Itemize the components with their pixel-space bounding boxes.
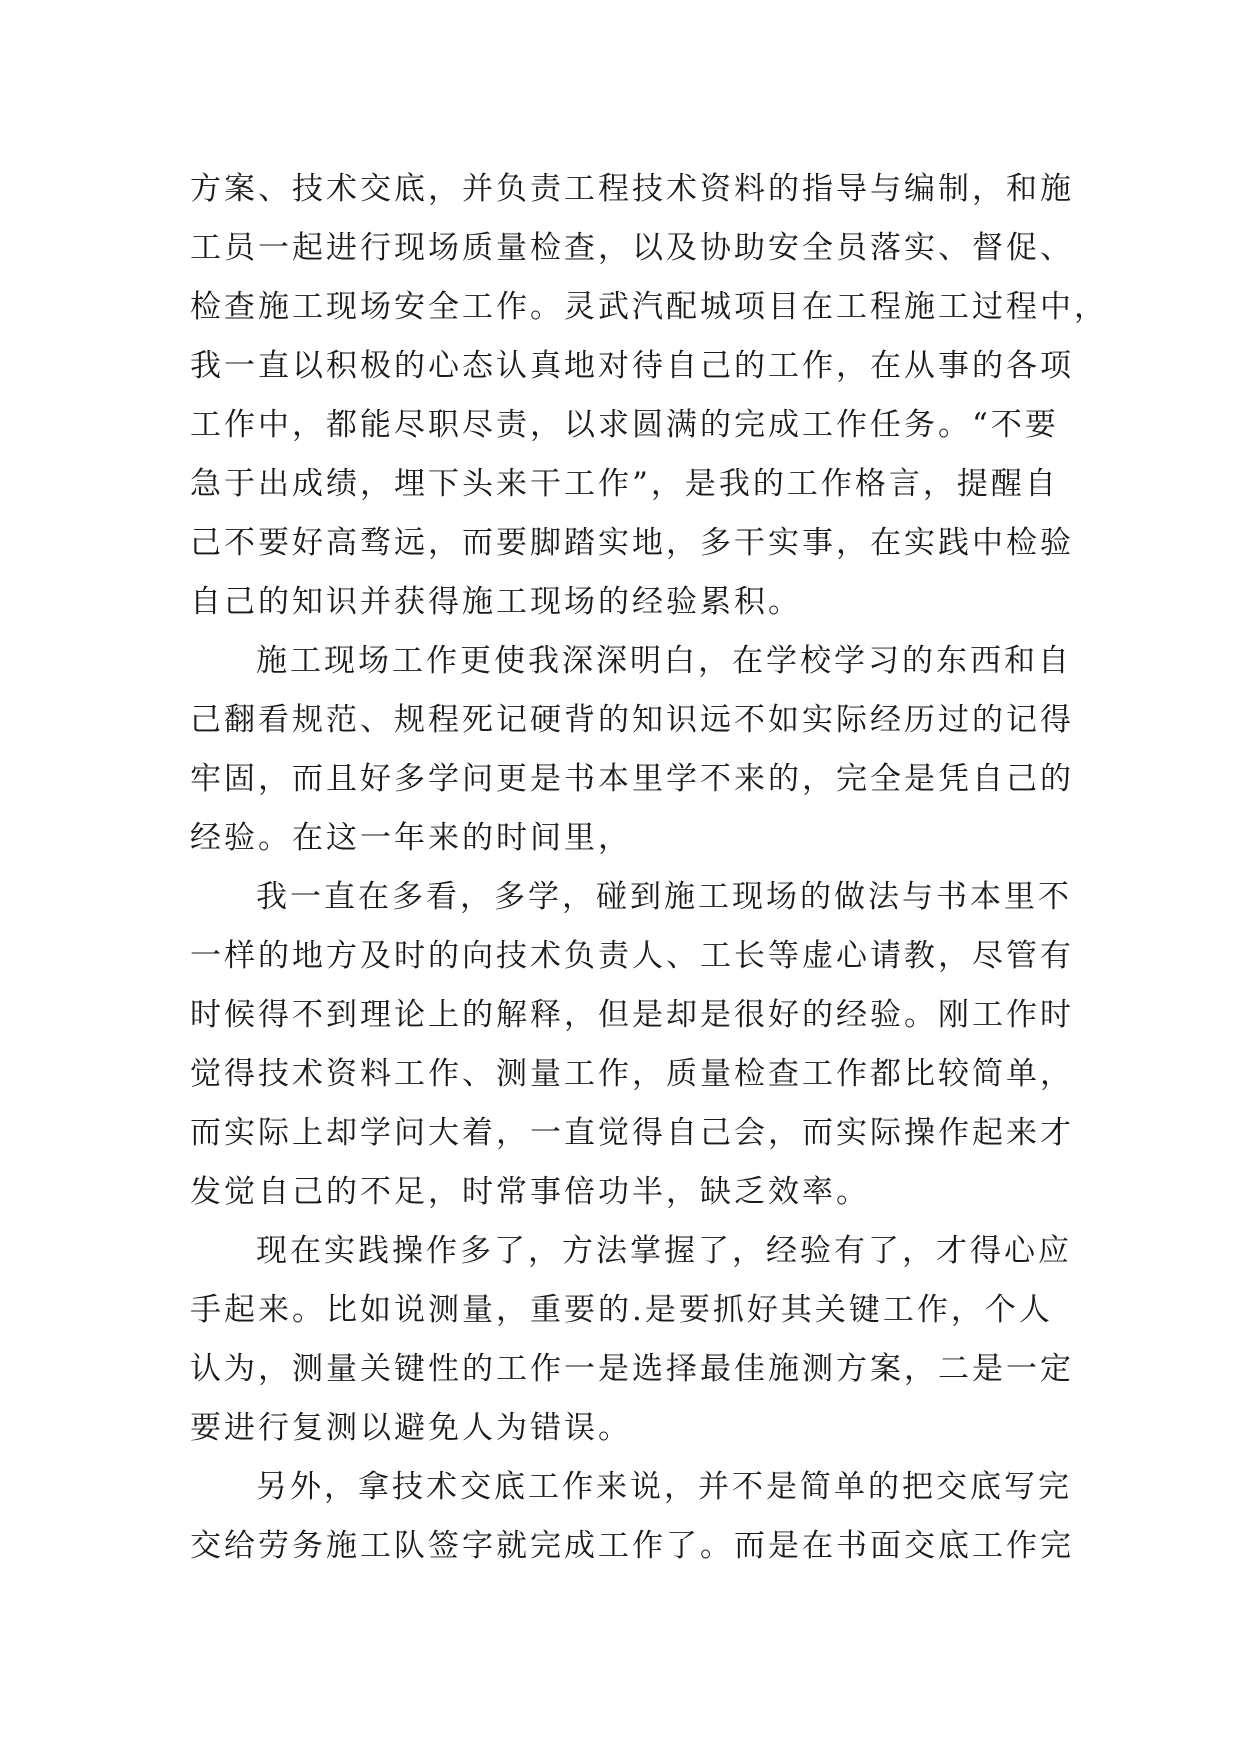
text-line: 一样的地方及时的向技术负责人、工长等虚心请教，尽管有	[190, 938, 1074, 974]
text-line: 牢固，而且好多学问更是书本里学不来的，完全是凭自己的	[190, 761, 1074, 797]
text-line: 经验。在这一年来的时间里，	[190, 820, 632, 856]
text-line: 觉得技术资料工作、测量工作，质量检查工作都比较简单，	[190, 1056, 1074, 1092]
text-line: 己不要好高骛远，而要脚踏实地，多干实事，在实践中检验	[190, 525, 1074, 561]
text-line: 手起来。比如说测量，重要的.是要抓好其关键工作，个人	[190, 1292, 1053, 1328]
paragraph-first-line: 我一直在多看，多学，碰到施工现场的做法与书本里不	[256, 879, 1072, 915]
text-line: 发觉自己的不足，时常事倍功半，缺乏效率。	[190, 1174, 870, 1210]
text-line: 时候得不到理论上的解释，但是却是很好的经验。刚工作时	[190, 997, 1074, 1033]
text-line: 检查施工现场安全工作。灵武汽配城项目在工程施工过程中，	[190, 289, 1108, 325]
paragraph-first-line: 另外，拿技术交底工作来说，并不是简单的把交底写完	[256, 1469, 1072, 1505]
paragraph-first-line: 现在实践操作多了，方法掌握了，经验有了，才得心应	[256, 1233, 1072, 1269]
text-line: 认为，测量关键性的工作一是选择最佳施测方案，二是一定	[190, 1351, 1074, 1387]
text-line: 工作中，都能尽职尽责，以求圆满的完成工作任务。“不要	[190, 407, 1059, 443]
text-line: 己翻看规范、规程死记硬背的知识远不如实际经历过的记得	[190, 702, 1074, 738]
text-line: 急于出成绩，埋下头来干工作”，是我的工作格言，提醒自	[190, 466, 1059, 502]
text-line: 而实际上却学问大着，一直觉得自己会，而实际操作起来才	[190, 1115, 1074, 1151]
paragraph-first-line: 施工现场工作更使我深深明白，在学校学习的东西和自	[256, 643, 1072, 679]
text-line: 自己的知识并获得施工现场的经验累积。	[190, 584, 802, 620]
text-line: 交给劳务施工队签字就完成工作了。而是在书面交底工作完	[190, 1528, 1074, 1564]
text-line: 工员一起进行现场质量检查，以及协助安全员落实、督促、	[190, 230, 1074, 266]
text-line: 我一直以积极的心态认真地对待自己的工作，在从事的各项	[190, 348, 1074, 384]
text-line: 要进行复测以避免人为错误。	[190, 1410, 632, 1446]
body-text	[190, 160, 1108, 1576]
text-line: 方案、技术交底，并负责工程技术资料的指导与编制，和施	[190, 171, 1074, 207]
